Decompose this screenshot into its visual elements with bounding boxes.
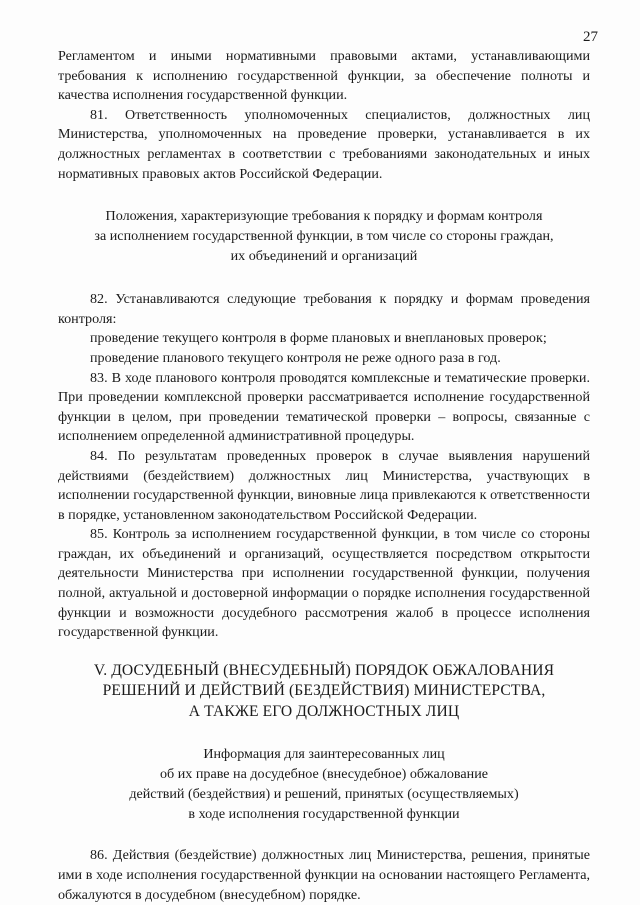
paragraph-intro: Регламентом и иными нормативными правовыми актами, устанавливающими требования к исполнению государственной функции, за обеспечение полноты и качества исполнения государственной функции. [58,48,590,104]
chapter-line: V. ДОСУДЕБНЫЙ (ВНЕСУДЕБНЫЙ) ПОРЯДОК ОБЖАЛОВАНИЯ [93,661,555,679]
paragraph-83: 83. В ходе планового контроля проводятся комплексные и тематические проверки. При проведении комплексной проверки рассматривается исполнение государственной функции в целом, при проведении тематической проверки – вопросы, связанные с исполнением определенной административной процедуры. [58,369,590,445]
chapter-line: РЕШЕНИЙ И ДЕЙСТВИЙ (БЕЗДЕЙСТВИЯ) МИНИСТЕРСТВА, [102,682,546,700]
chapter-line: А ТАКЖЕ ЕГО ДОЛЖНОСТНЫХ ЛИЦ [188,702,460,720]
page-number: 27 [583,29,598,45]
section-heading-info [58,744,590,824]
chapter-heading-v [58,661,590,723]
heading-line: Информация для заинтересованных лиц [203,746,445,763]
paragraph-82: 82. Устанавливаются следующие требования к порядку и формам проведения контроля: [58,291,590,327]
heading-line: их объединений и организаций [230,248,418,265]
paragraph-85: 85. Контроль за исполнением государственной функции, в том числе со стороны граждан, их объединений и организаций, осуществляется посредством открытости деятельности Министерства при исполнении государственной функции, получения полной, актуальной и достоверной информации о порядке исполнения государственной функции и возможности досудебного рассмотрения жалоб в процессе исполнения государственной функции. [58,526,590,641]
paragraph-81: 81. Ответственность уполномоченных специалистов, должностных лиц Министерства, уполномоченных на проведение проверки, устанавливается в их должностных регламентах в соответствии с требованиями законодательных и иных нормативных правовых актов Российской Федерации. [58,106,590,182]
list-item: проведение планового текущего контроля не реже одного раза в год. [90,349,501,366]
section-heading-control [58,206,590,266]
heading-line: об их праве на досудебное (внесудебное) обжалование [160,766,488,783]
page-content [58,47,590,905]
heading-line: в ходе исполнения государственной функции [188,806,460,823]
paragraph-86: 86. Действия (бездействие) должностных лиц Министерства, решения, принятые ими в ходе исполнения государственной функции на основании настоящего Регламента, обжалуются в досудебном (внесудебном) порядке. [58,847,590,903]
list-item: проведение текущего контроля в форме плановых и внеплановых проверок; [90,330,547,347]
paragraph-84: 84. По результатам проведенных проверок в случае выявления нарушений действиями (бездействием) должностных лиц Министерства, участвующих в исполнении государственной функции, виновные лица привлекаются к ответственности в порядке, установленном законодательством Российской Федерации. [58,447,590,523]
heading-line: за исполнением государственной функции, в том числе со стороны граждан, [94,228,554,245]
heading-line: действий (бездействия) и решений, принятых (осуществляемых) [129,786,519,803]
heading-line: Положения, характеризующие требования к порядку и формам контроля [105,208,543,225]
